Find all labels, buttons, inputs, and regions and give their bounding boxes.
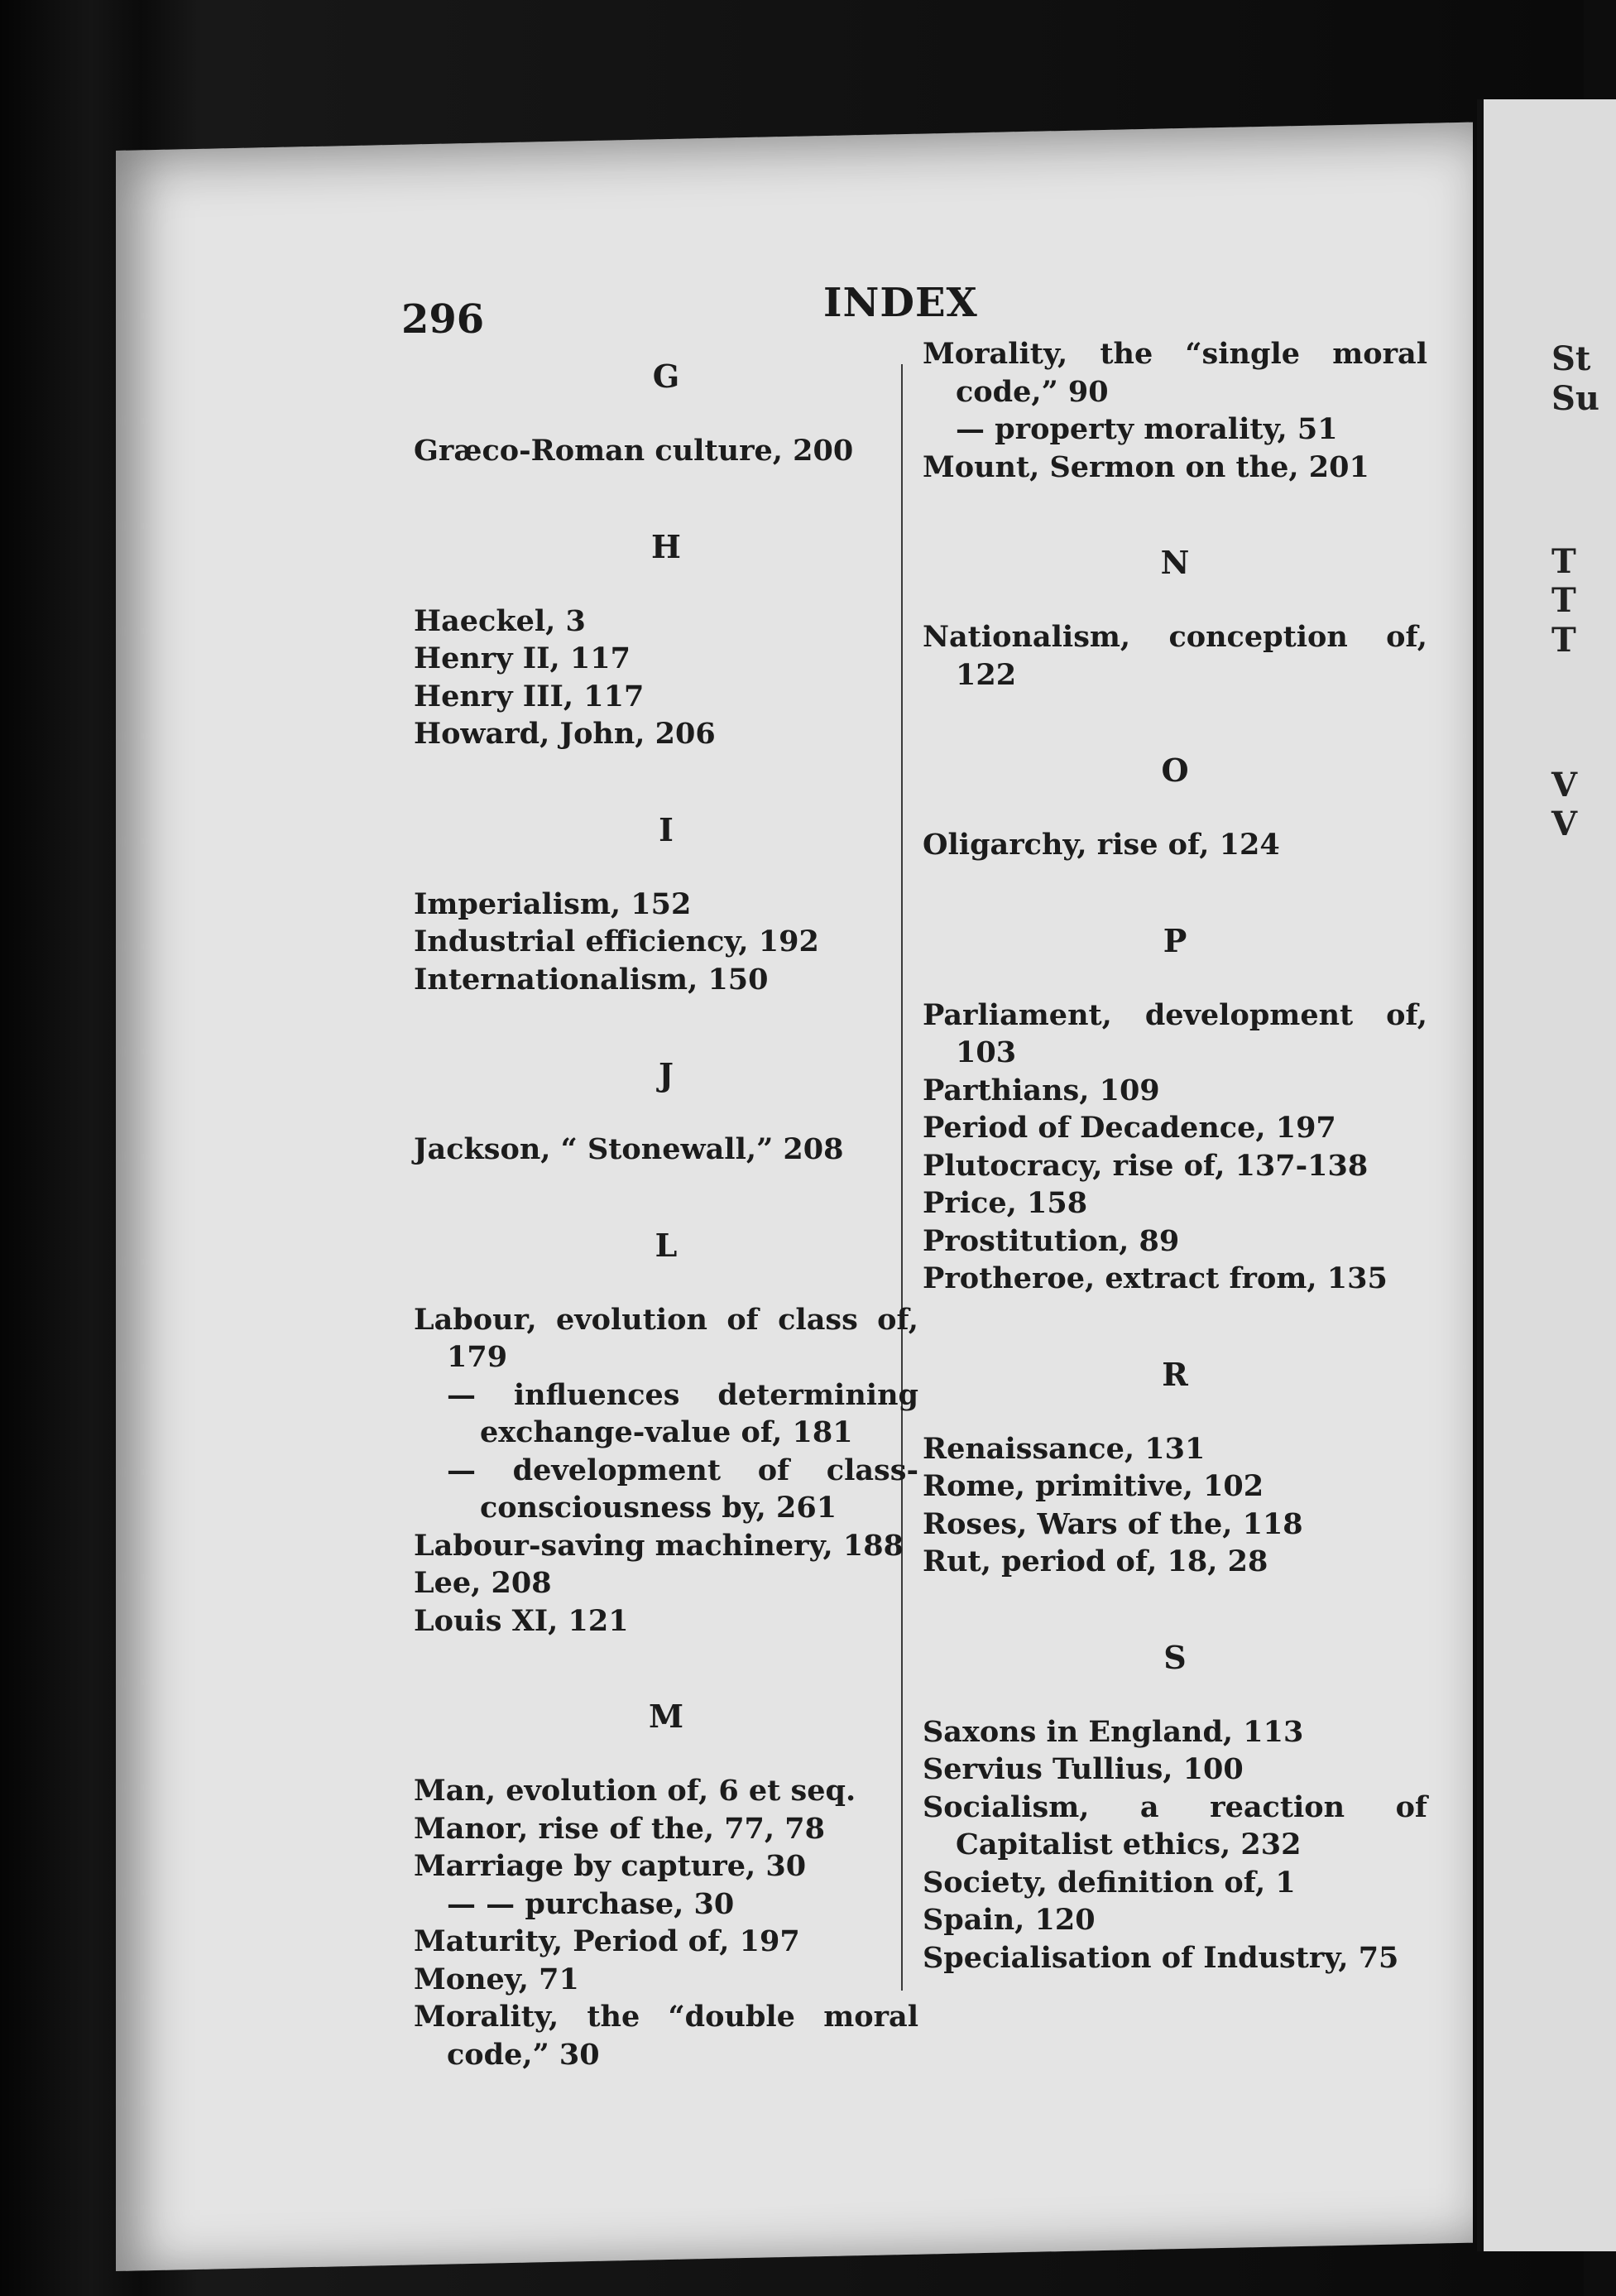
index-entry: Morality, the “single moral code,” 90 — [923, 337, 1427, 409]
index-section — [923, 922, 1427, 1298]
facing-page-fragment: T — [1551, 621, 1576, 660]
index-entry: Period of Decadence, 197 — [923, 1111, 1336, 1145]
index-entry: Morality, the “double moral code,” 30 — [414, 2000, 918, 2072]
index-entry: Man, evolution of, 6 et seq. — [414, 1774, 856, 1808]
section-gap — [414, 1169, 918, 1227]
index-entry: Marriage by capture, 30 — [414, 1849, 807, 1883]
index-entry: Internationalism, 150 — [414, 962, 769, 997]
section-letter: L — [655, 1226, 678, 1264]
section-gap — [923, 864, 1427, 922]
index-section — [923, 752, 1427, 864]
index-entry: Henry II, 117 — [414, 641, 631, 675]
index-section — [923, 1356, 1427, 1581]
section-letter: O — [1161, 752, 1189, 789]
facing-page-fragment: T — [1551, 581, 1576, 620]
section-gap — [923, 1298, 1427, 1356]
section-gap — [923, 694, 1427, 752]
index-entry: Labour-saving machinery, 188 — [414, 1528, 904, 1563]
index-entry: Parliament, development of, 103 — [923, 997, 1427, 1069]
index-entry: — influences determining exchange-value of, 181 — [447, 1377, 918, 1449]
facing-page-fragment: T — [1551, 542, 1576, 581]
facing-page-edge — [1477, 99, 1616, 2251]
section-gap — [414, 998, 918, 1056]
facing-page-fragment: St — [1551, 339, 1591, 378]
index-entry: Money, 71 — [414, 1962, 579, 1996]
section-letter: N — [1160, 544, 1190, 581]
section-letter: H — [651, 527, 681, 565]
page-number: 296 — [401, 296, 485, 343]
index-entry: Parthians, 109 — [923, 1073, 1160, 1107]
facing-page-fragment: Su — [1551, 379, 1599, 418]
index-entry: Louis XI, 121 — [414, 1603, 629, 1638]
facing-page-fragment: V — [1551, 805, 1578, 843]
index-entry: Rut, period of, 18, 28 — [923, 1544, 1268, 1578]
section-gap — [414, 1640, 918, 1698]
index-entry: — property morality, 51 — [956, 412, 1338, 446]
page-title: INDEX — [823, 280, 978, 326]
index-column-left — [414, 358, 918, 2073]
index-section — [414, 1056, 918, 1169]
index-entry: Jackson, “ Stonewall,” 208 — [414, 1132, 844, 1166]
index-entry: Græco-Roman culture, 200 — [414, 434, 854, 468]
index-entry: Howard, John, 206 — [414, 717, 716, 751]
index-entry: Imperialism, 152 — [414, 886, 692, 921]
index-entry: Oligarchy, rise of, 124 — [923, 828, 1280, 862]
index-entry: Society, definition of, 1 — [923, 1865, 1296, 1900]
section-gap — [923, 486, 1427, 544]
index-entry: Henry III, 117 — [414, 679, 645, 713]
index-entry: Plutocracy, rise of, 137-138 — [923, 1148, 1369, 1183]
index-entry: Nationalism, conception of, 122 — [923, 620, 1427, 692]
index-entry: Haeckel, 3 — [414, 603, 586, 638]
index-entry: — development of class-consciousness by, 261 — [447, 1453, 918, 1525]
index-section — [414, 1227, 918, 1640]
index-section — [414, 811, 918, 999]
index-entry: Socialism, a reaction of Capitalist ethics, 232 — [923, 1789, 1427, 1861]
index-column-right — [923, 335, 1427, 1977]
index-section — [414, 358, 918, 470]
section-letter: M — [648, 1698, 684, 1735]
facing-page-fragment: V — [1551, 766, 1578, 805]
section-letter: J — [659, 1056, 674, 1093]
index-section — [414, 528, 918, 753]
section-letter: G — [652, 358, 680, 395]
index-entry: Roses, Wars of the, 118 — [923, 1506, 1303, 1541]
index-section — [923, 335, 1427, 486]
section-letter: R — [1162, 1355, 1188, 1393]
index-entry: Maturity, Period of, 197 — [414, 1924, 800, 1958]
index-section — [923, 544, 1427, 694]
index-entry: Labour, evolution of class of, 179 — [414, 1302, 918, 1374]
section-letter: P — [1163, 921, 1187, 959]
index-entry: Specialisation of Industry, 75 — [923, 1940, 1399, 1975]
index-entry: Saxons in England, 113 — [923, 1714, 1304, 1749]
index-entry: Spain, 120 — [923, 1903, 1096, 1937]
index-entry: Manor, rise of the, 77, 78 — [414, 1811, 825, 1846]
index-entry: Servius Tullius, 100 — [923, 1752, 1244, 1786]
index-entry: Mount, Sermon on the, 201 — [923, 449, 1369, 484]
section-letter: I — [659, 810, 674, 848]
index-entry: Prostitution, 89 — [923, 1223, 1180, 1258]
index-entry: — — purchase, 30 — [447, 1886, 735, 1921]
section-gap — [414, 753, 918, 811]
index-entry: Industrial efficiency, 192 — [414, 925, 819, 958]
index-section — [923, 1639, 1427, 1977]
index-entry: Price, 158 — [923, 1186, 1088, 1220]
section-gap — [923, 1581, 1427, 1639]
index-entry: Lee, 208 — [414, 1566, 552, 1600]
section-gap — [414, 470, 918, 528]
index-entry: Rome, primitive, 102 — [923, 1469, 1264, 1503]
index-section — [414, 1698, 918, 2073]
index-entry: Renaissance, 131 — [923, 1431, 1206, 1466]
section-letter: S — [1163, 1638, 1187, 1676]
index-entry: Protheroe, extract from, 135 — [923, 1261, 1388, 1295]
